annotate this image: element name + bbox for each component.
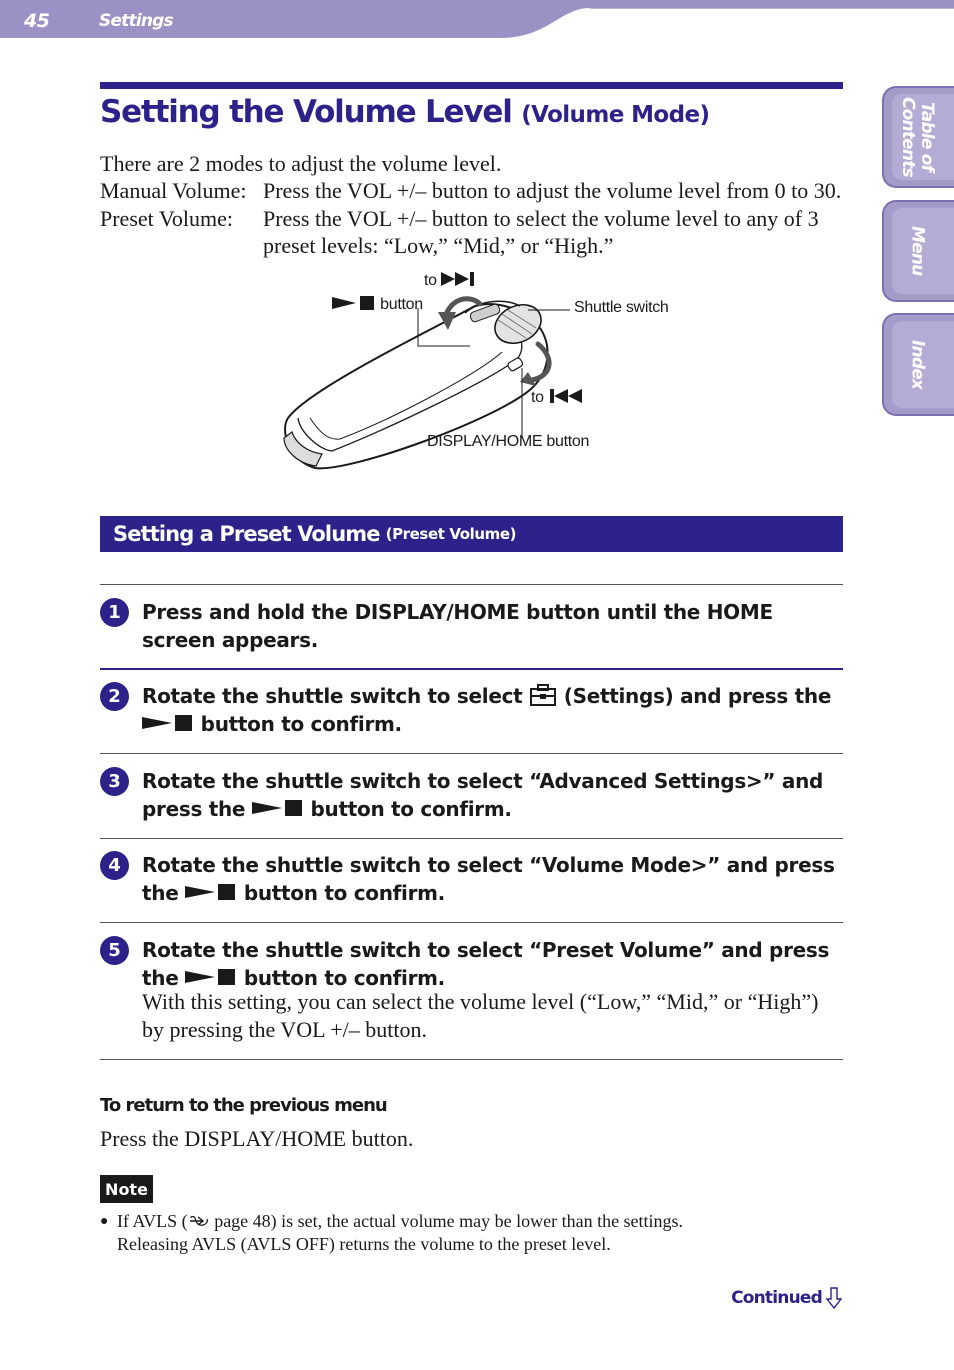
play-stop-icon <box>252 799 304 817</box>
mode-manual-label: Manual Volume: <box>100 178 247 203</box>
return-menu-text: Press the DISPLAY/HOME button. <box>100 1126 414 1151</box>
header-section-name: Settings <box>99 11 173 31</box>
device-diagram <box>270 268 690 478</box>
step-number: 2 <box>100 682 129 711</box>
pointing-hand-icon <box>188 1213 210 1229</box>
label-display-home: DISPLAY/HOME button <box>427 433 590 450</box>
label-to-next: to <box>424 272 477 290</box>
section-heading <box>100 516 843 552</box>
next-track-icon <box>441 272 477 286</box>
arrow-down-icon <box>826 1287 842 1309</box>
page-title-main: Setting the Volume Level <box>100 94 512 130</box>
page-title-sub: (Volume Mode) <box>521 102 710 128</box>
continued-label: Continued <box>731 1288 822 1308</box>
page-title <box>100 94 709 130</box>
continued-link[interactable] <box>731 1287 842 1309</box>
step-text: Press and hold the DISPLAY/HOME button until the HOME screen appears. <box>142 600 773 652</box>
step-text: Rotate the shuttle switch to select (Settings) and press the button to confirm. <box>142 684 832 736</box>
step-divider <box>100 753 843 754</box>
title-rule <box>100 82 843 89</box>
tab-toc-label: Table of Contents <box>898 97 937 177</box>
step-divider <box>100 838 843 839</box>
tab-menu[interactable] <box>882 200 954 302</box>
step-divider <box>100 922 843 923</box>
step-number: 4 <box>100 851 129 880</box>
step-text: Rotate the shuttle switch to select “Advanced Settings>” and press the button to confirm. <box>142 769 824 821</box>
intro-text: There are 2 modes to adjust the volume level. <box>100 151 502 176</box>
step-number: 5 <box>100 936 129 965</box>
note-badge: Note <box>100 1175 153 1203</box>
settings-toolbox-icon <box>529 683 557 707</box>
mode-preset-label: Preset Volume: <box>100 206 234 231</box>
play-stop-icon <box>142 714 194 732</box>
step-divider <box>100 668 843 670</box>
label-to-previous: to <box>531 389 584 407</box>
tab-table-of-contents[interactable] <box>882 86 954 188</box>
previous-track-icon <box>548 389 584 403</box>
step-number: 3 <box>100 767 129 796</box>
step-5-note: With this setting, you can select the volume level (“Low,” “Mid,” or “High”) by pressing the VOL +/– button. <box>142 989 819 1042</box>
tab-index-label: Index <box>907 339 928 390</box>
mode-manual-desc: Press the VOL +/– button to adjust the volume level from 0 to 30. <box>263 178 842 203</box>
tab-menu-label: Menu <box>907 226 928 276</box>
note-line-2: Releasing AVLS (AVLS OFF) returns the volume to the preset level. <box>117 1234 611 1254</box>
return-menu-heading: To return to the previous menu <box>100 1095 387 1116</box>
label-play-button: button <box>332 296 423 314</box>
page-header <box>0 0 954 40</box>
step-divider <box>100 1059 843 1060</box>
note-text: ● If AVLS ( page 48) is set, the actual volume may be lower than the settings. Releasing AVLS (AVLS OFF) returns the volume to the preset level. <box>100 1211 684 1254</box>
step-text: Rotate the shuttle switch to select “Preset Volume” and press the button to confirm. <box>142 938 830 990</box>
play-stop-icon <box>332 296 376 310</box>
label-shuttle-switch: Shuttle switch <box>574 299 669 316</box>
bullet-icon: ● <box>100 1214 109 1229</box>
step-number: 1 <box>100 598 129 627</box>
section-heading-main: Setting a Preset Volume <box>113 522 380 546</box>
step-divider <box>100 584 843 585</box>
section-heading-sub: (Preset Volume) <box>385 525 517 543</box>
play-stop-icon <box>185 968 237 986</box>
tab-index[interactable] <box>882 313 954 416</box>
step-text: Rotate the shuttle switch to select “Volume Mode>” and press the button to confirm. <box>142 853 835 905</box>
mode-preset-desc: Press the VOL +/– button to select the volume level to any of 3 preset levels: “Low,” “Mid,” or “High.” <box>263 206 819 258</box>
page-number: 45 <box>24 10 50 32</box>
play-stop-icon <box>185 883 237 901</box>
